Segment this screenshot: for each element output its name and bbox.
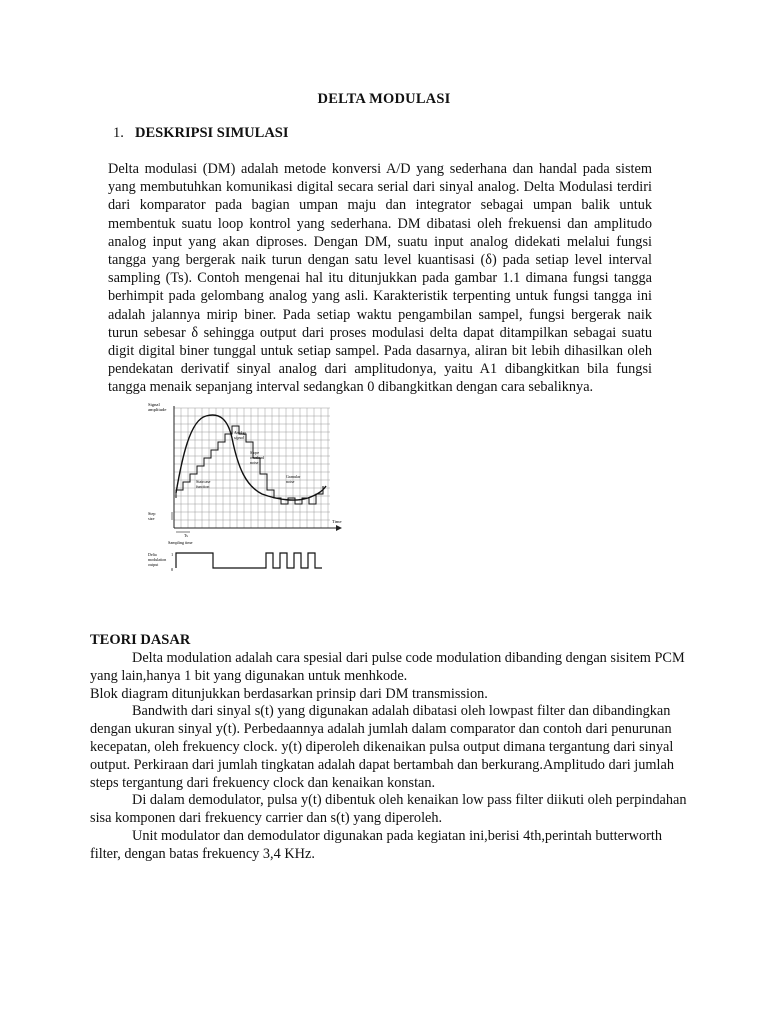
- teori-paragraph-4: Di dalam demodulator, pulsa y(t) dibentuk oleh kenaikan low pass filter diikuti oleh perpindahan sisa komponen dari frekuency carrier dan s(t) yang diperoleh.: [90, 792, 687, 827]
- output-label-1: Delta: [148, 552, 157, 557]
- level-one-label: 1: [171, 552, 174, 557]
- granular-noise-label-2: noise: [286, 479, 295, 484]
- delta-modulation-diagram: [146, 398, 350, 578]
- analog-signal-label-1: Analog: [234, 430, 246, 435]
- delta-modulation-output: [176, 553, 322, 568]
- delta-modulation-figure: [146, 398, 350, 578]
- analog-signal-label-2: signal: [234, 435, 244, 440]
- output-label-2: modulation: [148, 557, 167, 562]
- section-heading: [113, 125, 289, 142]
- staircase-label-2: function: [196, 484, 210, 489]
- y-axis-label-2: amplitude: [148, 407, 167, 412]
- slope-overload-label-1: Slope: [250, 450, 260, 455]
- sampling-time-label: Sampling time: [168, 540, 193, 545]
- slope-overload-label-2: overload: [250, 455, 264, 460]
- section-number: 1.: [113, 125, 124, 141]
- teori-paragraph-1: Delta modulation adalah cara spesial dari pulse code modulation dibanding dengan sisitem PCM yang lain,hanya 1 bit yang digunakan untuk menhkode.: [90, 650, 685, 684]
- teori-paragraph-3: Bandwith dari sinyal s(t) yang digunakan adalah dibatasi oleh lowpast filter dan dibandingkan dengan ukuran sinyal y(t). Perbedaannya adalah jumlah dalam comparator dan contoh dari penurunan kecepatan, oleh frekuency clock. y(t) diperoleh dikenaikan pulsa output dimana tergantung dari sinyal output. Perkiraan dari jumlah tingkatan adalah dapat bertambah dan berkurang.Amplitudo dari jumlah steps tergantung dari frekuency clock dan kenaikan konstan.: [90, 703, 675, 791]
- section-body: [108, 160, 652, 397]
- output-label-3: output: [148, 562, 159, 567]
- ts-label: Ts: [184, 533, 188, 538]
- description-paragraph: Delta modulasi (DM) adalah metode konversi A/D yang sederhana dan handal pada sistem yang membutuhkan komunikasi digital secara serial dari sinyal analog. Delta Modulasi terdiri dari komparator pada bagian umpan maju dan integrator sebagai umpan balik untuk membentuk suatu loop kontrol yang sederhana. DM dibatasi oleh frekuensi dan amplitudo analog input yang akan diproses. Dengan DM, suatu input analog didekati melalui fungsi tangga yang bergerak naik turun dengan satu level kuantisasi (δ) pada setiap level interval sampling (Ts). Contoh mengenai hal itu ditunjukkan pada gambar 1.1 dimana fungsi tangga berhimpit pada gelombang analog yang asli. Karakteristik terpenting untuk fungsi tangga ini adalah jalannya mirip biner. Pada setiap waktu pengambilan sampel, fungsi bergerak naik turun sebesar δ sehingga output dari proses modulasi delta dapat ditampilkan sebagai suatu digit digital biner tunggal untuk setiap sampel. Pada dasarnya, aliran bit lebih dihasilkan oleh pendekatan derivatif sinyal analog dari amplitudonya, yaitu A1 dibangkitkan bila fungsi tangga menaik sepanjang interval sedangkan 0 dibangkitkan dengan cara sebaliknya.: [108, 161, 652, 396]
- x-axis-arrow: [336, 525, 342, 531]
- time-axis-label: Time: [332, 519, 342, 524]
- level-zero-label: 0: [171, 567, 174, 572]
- teori-dasar-heading: TEORI DASAR: [90, 632, 191, 648]
- step-size-label-1: Step: [148, 511, 156, 516]
- document-title: DELTA MODULASI: [317, 91, 451, 107]
- staircase-function: [176, 426, 323, 504]
- slope-overload-label-3: noise: [250, 460, 259, 465]
- y-axis-label-1: Signal: [148, 402, 160, 407]
- staircase-label-1: Staircase: [196, 479, 211, 484]
- granular-noise-label-1: Granular: [286, 474, 301, 479]
- teori-paragraph-2: Blok diagram ditunjukkan berdasarkan prinsip dari DM transmission.: [90, 685, 488, 702]
- section-title: DESKRIPSI SIMULASI: [135, 125, 289, 141]
- step-size-label-2: size: [148, 516, 155, 521]
- teori-paragraph-5: Unit modulator dan demodulator digunakan pada kegiatan ini,berisi 4th,perintah butterworth filter, dengan batas frekuency 3,4 KHz.: [90, 827, 663, 862]
- teori-dasar-body: [90, 650, 690, 864]
